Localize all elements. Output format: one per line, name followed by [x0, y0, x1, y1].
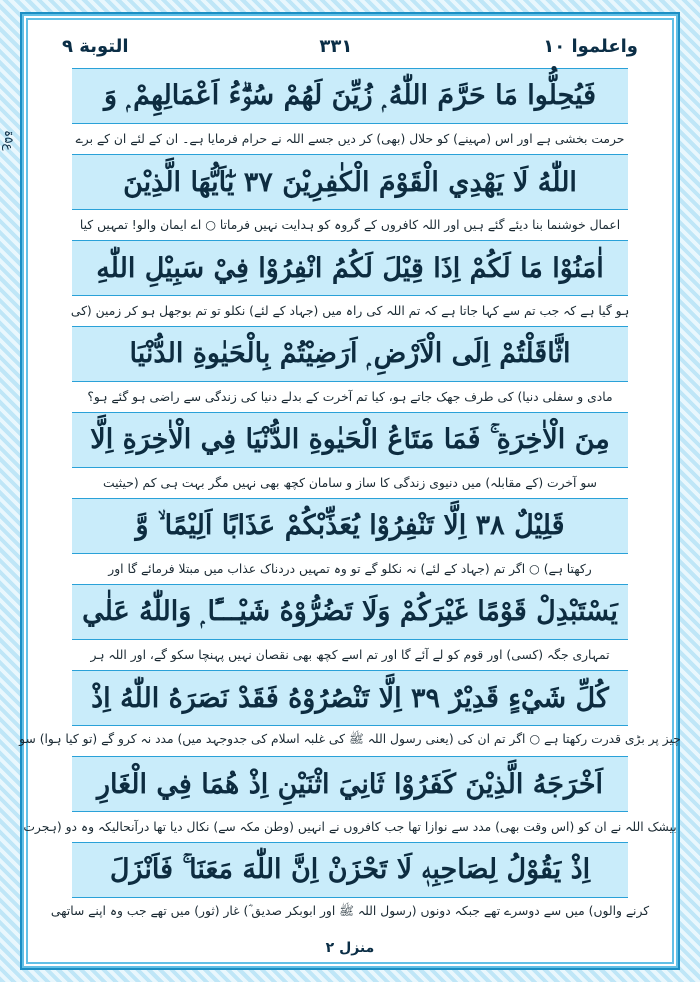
arabic-line: مِنَ الْاٰخِرَةِ ۚ فَمَا مَتَاعُ الْحَيٰوةِ الدُّنْيَا فِي الْاٰخِرَةِ اِلَّا	[72, 412, 628, 468]
arabic-line: اِذْ يَقُوْلُ لِصَاحِبِهٖ لَا تَحْزَنْ اِنَّ اللّٰهَ مَعَنَا ۚ فَاَنْزَلَ	[72, 842, 628, 898]
arabic-line: فَيُحِلُّوا مَا حَرَّمَ اللّٰهُ ۭ زُيِّنَ لَهُمْ سُوْۗءُ اَعْمَالِهِمْ ۭ وَ	[72, 68, 628, 124]
urdu-translation: ہو گیا ہے کہ جب تم سے کہا جاتا ہے کہ تم اللہ کی راہ میں (جہاد کے لئے) نکلو تو تم بوجھل ہو کر زمین (کی	[70, 304, 630, 318]
verse-block	[72, 584, 628, 670]
verse-block	[72, 412, 628, 498]
verse-block	[23, 756, 677, 842]
verse-block	[72, 68, 628, 154]
arabic-line: اللّٰهُ لَا يَهْدِي الْقَوْمَ الْكٰفِرِيْنَ ۳۷ يٰٓاَيُّهَا الَّذِيْنَ	[72, 154, 628, 210]
surah-label: التوبة ۹	[62, 35, 129, 57]
verse-block	[19, 670, 681, 756]
arabic-line: اٰمَنُوْا مَا لَكُمْ اِذَا قِيْلَ لَكُمُ انْفِرُوْا فِيْ سَبِيْلِ اللّٰهِ	[72, 240, 628, 296]
urdu-translation: رکھتا ہے) ○ اگر تم (جہاد کے لئے) نہ نکلو گے تو وہ تمہیں دردناک عذاب میں مبتلا فرمائے گا اور	[108, 562, 592, 576]
verse-block	[72, 326, 628, 412]
urdu-translation: اعمال خوشنما بنا دیئے گئے ہیں اور اللہ کافروں کے گروہ کو ہدایت نہیں فرماتا ○ اے ایمان والو! تمہیں کیا	[79, 218, 621, 232]
urdu-translation: کرنے والوں) میں سے دوسرے تھے جبکہ دونوں (رسول اللہ ﷺ اور ابوبکر صدیق ؓ) غار (ثور) میں تھے جب وہ اپنے ساتھی	[50, 904, 650, 918]
urdu-translation: تمہاری جگہ (کسی) اور قوم کو لے آئے گا اور تم اسے کچھ بھی نقصان نہیں پہنچا سکو گے، اور اللہ ہر	[90, 648, 610, 662]
arabic-line: يَسْتَبْدِلْ قَوْمًا غَيْرَكُمْ وَلَا تَضُرُّوْهُ شَيْـــًٔا ۭ وَاللّٰهُ عَلٰي	[72, 584, 628, 640]
side-marker: ع۵ۃ	[2, 130, 16, 151]
urdu-translation: بیشک اللہ نے ان کو (اس وقت بھی) مدد سے نوازا تھا جب کافروں نے انہیں (وطن مکہ سے) نکال دیا تھا درآنحالیکہ وہ دو (ہجرت	[23, 820, 677, 834]
verse-block	[72, 498, 628, 584]
urdu-translation: مادی و سفلی دنیا) کی طرف جھک جاتے ہو، کیا تم آخرت کے بدلے دنیا کی زندگی سے راضی ہو گئے ہو؟	[87, 390, 613, 404]
verse-block	[72, 240, 628, 326]
page-frame	[20, 12, 680, 970]
urdu-translation: چیز پر بڑی قدرت رکھتا ہے ○ اگر تم ان کی (یعنی رسول اللہ ﷺ کی غلبہ اسلام کی جدوجہد میں) مدد نہ کرو گے (تو کیا ہوا) سو	[19, 732, 681, 746]
arabic-line: قَلِيْلٌ ۳۸ اِلَّا تَنْفِرُوْا يُعَذِّبْكُمْ عَذَابًا اَلِيْمًا ۙ وَّ	[72, 498, 628, 554]
arabic-line: اثَّاقَلْتُمْ اِلَى الْاَرْضِ ۭ اَرَضِيْتُمْ بِالْحَيٰوةِ الدُّنْيَا	[72, 326, 628, 382]
verse-block	[72, 154, 628, 240]
urdu-translation: سو آخرت (کے مقابلہ) میں دنیوی زندگی کا ساز و سامان کچھ بھی نہیں مگر بہت ہی کم (حیثیت	[103, 476, 597, 490]
urdu-translation: حرمت بخشی ہے اور اس (مہینے) کو حلال (بھی) کر دیں جسے اللہ نے حرام فرمایا ہے۔ ان کے لئے ان کے برے	[75, 132, 625, 146]
verse-block	[50, 842, 650, 928]
juz-label: واعلموا ۱۰	[543, 35, 638, 57]
verse-content	[19, 68, 681, 932]
arabic-line: كُلِّ شَيْءٍ قَدِيْرٌ ۳۹ اِلَّا تَنْصُرُوْهُ فَقَدْ نَصَرَهُ اللّٰهُ اِذْ	[72, 670, 628, 726]
page-header	[62, 32, 638, 60]
page-number: ۳۳۱	[319, 35, 353, 57]
manzil-footer: منزل ۲	[325, 940, 375, 956]
arabic-line: اَخْرَجَهُ الَّذِيْنَ كَفَرُوْا ثَانِيَ اثْنَيْنِ اِذْ هُمَا فِي الْغَارِ	[72, 756, 628, 812]
